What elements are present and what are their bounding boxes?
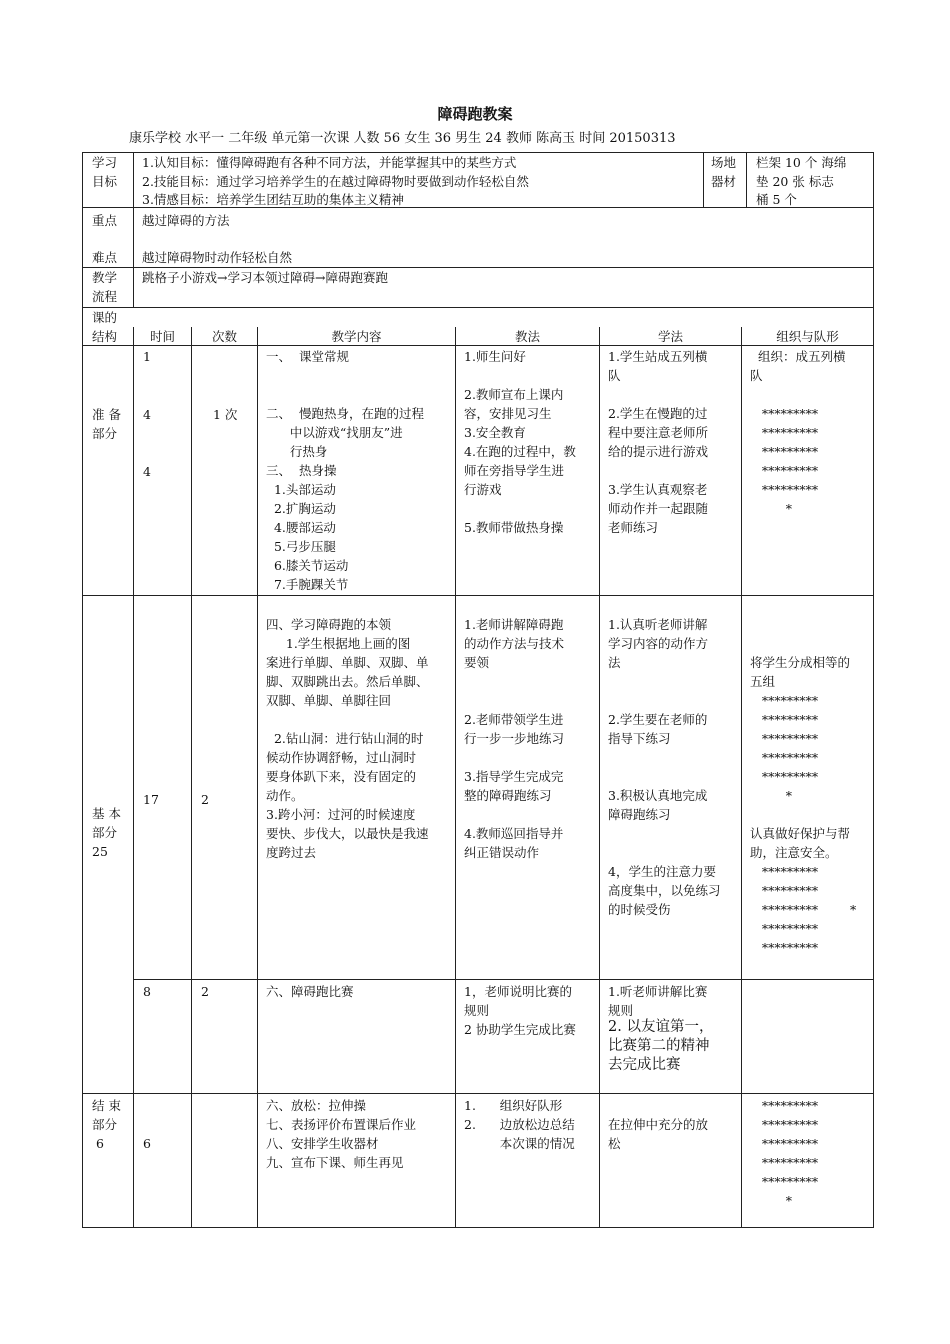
cell-line: 2.钻山洞：进行钻山洞的时 [266, 731, 424, 746]
cell-line: 的时候受伤 [608, 902, 671, 917]
flow-label-2: 流程 [92, 289, 118, 304]
cell-line: 3.安全教育 [464, 425, 526, 440]
cell-line: 师动作并一起跟随 [608, 501, 709, 516]
cell-line: 四、学习障碍跑的本领 [266, 617, 392, 632]
cell-line: 组织：成五列横 [750, 349, 846, 364]
cell-line: * [750, 501, 793, 516]
cell-line: 2 协助学生完成比赛 [464, 1022, 576, 1037]
cell-line: ********* [750, 712, 819, 727]
cell-line: ********* [750, 864, 819, 879]
cell-line: 4.教师巡回指导并 [464, 826, 564, 841]
cell-line: 要快、步伐大，以最快是我速 [266, 826, 429, 841]
cell-line: 中以游戏“找朋友”进 [266, 425, 403, 440]
cell-line: ********* [750, 1117, 819, 1132]
cell-line: ********* [750, 444, 819, 459]
cell-line: 要身体趴下来，没有固定的 [266, 769, 417, 784]
prep-time-2: 4 [143, 407, 151, 422]
equipment-line-3: 桶 5 个 [756, 192, 797, 207]
cell-line: ********* [750, 750, 819, 765]
cell-line: 7.手腕踝关节 [266, 577, 349, 592]
cell-line: 六、放松：拉伸操 [266, 1098, 367, 1113]
header-time: 时间 [149, 329, 175, 344]
cell-line: * [750, 788, 793, 803]
end-label-3: 6 [96, 1136, 104, 1151]
prep-count: 1 次 [213, 407, 238, 422]
cell-line: 高度集中，以免练习 [608, 883, 721, 898]
cell-line: 八、安排学生收器材 [266, 1136, 379, 1151]
cell-line: 5.教师带做热身操 [464, 520, 564, 535]
prep-label-2: 部分 [92, 426, 118, 441]
cell-line: 将学生分成相等的 [750, 655, 851, 670]
cell-line: ********* [750, 693, 819, 708]
cell-line: 2.老师带领学生进 [464, 712, 564, 727]
cell-line: 1.学生根据地上画的图 [266, 636, 411, 651]
cell-line: 案进行单脚、单脚、双脚、单 [266, 655, 429, 670]
cell-line: ********* [750, 731, 819, 746]
header-learning: 学法 [657, 329, 683, 344]
cell-line: 5.弓步压腿 [266, 539, 336, 554]
header-organization: 组织与队形 [776, 329, 839, 344]
cell-line: 3.学生认真观察老 [608, 482, 708, 497]
cell-line: 在拉伸中充分的放 [608, 1117, 709, 1132]
cell-line: ********* [750, 1098, 819, 1113]
cell-line: 障碍跑练习 [608, 807, 671, 822]
cell-line: 1.老师讲解障碍跑 [464, 617, 564, 632]
cell-line: ********* [750, 463, 819, 478]
end-label-2: 部分 [92, 1117, 118, 1132]
end-time: 6 [143, 1136, 151, 1151]
prep-time-1: 1 [143, 349, 151, 364]
cell-line: 行热身 [266, 444, 328, 459]
basic-label-3: 25 [92, 844, 108, 859]
cell-line: ********* [750, 482, 819, 497]
cell-line: 助，注意安全。 [750, 845, 838, 860]
cell-line: ********* * [750, 902, 857, 917]
cell-line: 认真做好保护与帮 [750, 826, 851, 841]
cell-line: 2.学生在慢跑的过 [608, 406, 708, 421]
cell-line: 比赛第二的精神 [608, 1038, 710, 1054]
page-title: 障碍跑教案 [437, 105, 513, 123]
difficulty-label: 难点 [92, 250, 118, 265]
cell-line: 程中要注意老师所 [608, 425, 709, 440]
end-label: 结 束 [92, 1098, 121, 1113]
cell-line: 整的障碍跑练习 [464, 788, 552, 803]
cell-line: 4.腰部运动 [266, 520, 336, 535]
cell-line: 1.师生问好 [464, 349, 526, 364]
cell-line: ********* [750, 1155, 819, 1170]
equipment-line-1: 栏架 10 个 海绵 [756, 155, 847, 170]
cell-line: 七、表扬评价布置课后作业 [266, 1117, 417, 1132]
cell-line: 五组 [750, 674, 776, 689]
cell-line: 要领 [464, 655, 490, 670]
cell-line: 本次课的情况 [464, 1136, 575, 1151]
cell-line: * [750, 1193, 793, 1208]
objective-skill: 2.技能目标：通过学习培养学生的在越过障碍物时要做到动作轻松自然 [142, 174, 529, 189]
race-content: 六、障碍跑比赛 [266, 984, 354, 999]
lesson-info: 康乐学校 水平一 二年级 单元第一次课 人数 56 女生 36 男生 24 教师 陈高玉 时间 20150313 [129, 131, 676, 146]
cell-line: 容，安排见习生 [464, 406, 552, 421]
cell-line: 1.认真听老师讲解 [608, 617, 708, 632]
venue-label-2: 器材 [711, 174, 737, 189]
cell-line: 行游戏 [464, 482, 502, 497]
cell-line: ********* [750, 921, 819, 936]
difficulty-text: 越过障碍物时动作轻松自然 [142, 250, 293, 265]
prep-time-3: 4 [143, 464, 151, 479]
cell-line: 脚、双脚跳出去。然后单脚、 [266, 674, 429, 689]
cell-line: 二、 慢跑热身，在跑的过程 [266, 406, 424, 421]
cell-line: 候动作协调舒畅，过山洞时 [266, 750, 417, 765]
cell-line: 一、 课堂常规 [266, 349, 349, 364]
objective-affective: 3.情感目标：培养学生团结互助的集体主义精神 [142, 192, 404, 207]
cell-line: ********* [750, 1136, 819, 1151]
cell-line: 指导下练习 [608, 731, 671, 746]
objectives-label: 学习 [92, 155, 118, 170]
header-structure: 课的 [92, 310, 118, 325]
cell-line: 的动作方法与技术 [464, 636, 565, 651]
cell-line: ********* [750, 1174, 819, 1189]
cell-line: 4.在跑的过程中，教 [464, 444, 576, 459]
cell-line: 队 [750, 368, 763, 383]
venue-label: 场地 [711, 155, 737, 170]
header-count: 次数 [211, 329, 237, 344]
cell-line: 法 [608, 655, 621, 670]
cell-line: ********* [750, 883, 819, 898]
cell-line: 6.膝关节运动 [266, 558, 349, 573]
key-point-label: 重点 [92, 213, 118, 228]
cell-line: 三、 热身操 [266, 463, 337, 478]
equipment-line-2: 垫 20 张 标志 [756, 174, 834, 189]
cell-line: 规则 [608, 1003, 634, 1018]
cell-line: 3.指导学生完成完 [464, 769, 564, 784]
flow-label: 教学 [92, 270, 118, 285]
cell-line: ********* [750, 769, 819, 784]
cell-line: 1.学生站成五列横 [608, 349, 708, 364]
basic-label-2: 部分 [92, 825, 118, 840]
basic-time-2: 8 [143, 984, 151, 999]
cell-line: ********* [750, 940, 819, 955]
cell-line: 双脚、单脚、单脚往回 [266, 693, 392, 708]
header-teaching: 教法 [514, 329, 540, 344]
objectives-label-2: 目标 [92, 174, 118, 189]
cell-line: ********* [750, 406, 819, 421]
cell-line: 老师练习 [608, 520, 659, 535]
cell-line: 2.教师宣布上课内 [464, 387, 564, 402]
header-structure-2: 结构 [92, 329, 118, 344]
prep-label: 准 备 [92, 407, 121, 422]
cell-line: 2.学生要在老师的 [608, 712, 708, 727]
cell-line: 4，学生的注意力要 [608, 864, 716, 879]
basic-label: 基 本 [92, 806, 121, 821]
cell-line: 2. 以友谊第一， [608, 1019, 714, 1035]
cell-line: 队 [608, 368, 621, 383]
cell-line: 1.头部运动 [266, 482, 336, 497]
cell-line: 3.跨小河：过河的时候速度 [266, 807, 416, 822]
basic-count-1: 2 [201, 792, 209, 807]
cell-line: 动作。 [266, 788, 304, 803]
cell-line: 师在旁指导学生进 [464, 463, 565, 478]
cell-line: 九、宣布下课、师生再见 [266, 1155, 404, 1170]
cell-line: 3.积极认真地完成 [608, 788, 708, 803]
basic-count-2: 2 [201, 984, 209, 999]
cell-line: 纠正错误动作 [464, 845, 540, 860]
cell-line: 1，老师说明比赛的 [464, 984, 572, 999]
cell-line: ********* [750, 425, 819, 440]
cell-line: 学习内容的动作方 [608, 636, 709, 651]
flow-text: 跳格子小游戏→学习本领过障碍→障碍跑赛跑 [142, 270, 388, 285]
cell-line: 2. 边放松边总结 [464, 1117, 575, 1132]
cell-line: 1. 组织好队形 [464, 1098, 563, 1113]
cell-line: 松 [608, 1136, 621, 1151]
header-content: 教学内容 [331, 329, 382, 344]
cell-line: 去完成比赛 [608, 1057, 681, 1073]
key-point-text: 越过障碍的方法 [142, 213, 230, 228]
objective-cognitive: 1.认知目标：懂得障碍跑有各种不同方法，并能掌握其中的某些方式 [142, 155, 517, 170]
cell-line: 度跨过去 [266, 845, 317, 860]
cell-line: 2.扩胸运动 [266, 501, 336, 516]
cell-line: 规则 [464, 1003, 490, 1018]
cell-line: 行一步一步地练习 [464, 731, 565, 746]
cell-line: 1.听老师讲解比赛 [608, 984, 708, 999]
basic-time-1: 17 [143, 792, 159, 807]
cell-line: 给的提示进行游戏 [608, 444, 709, 459]
